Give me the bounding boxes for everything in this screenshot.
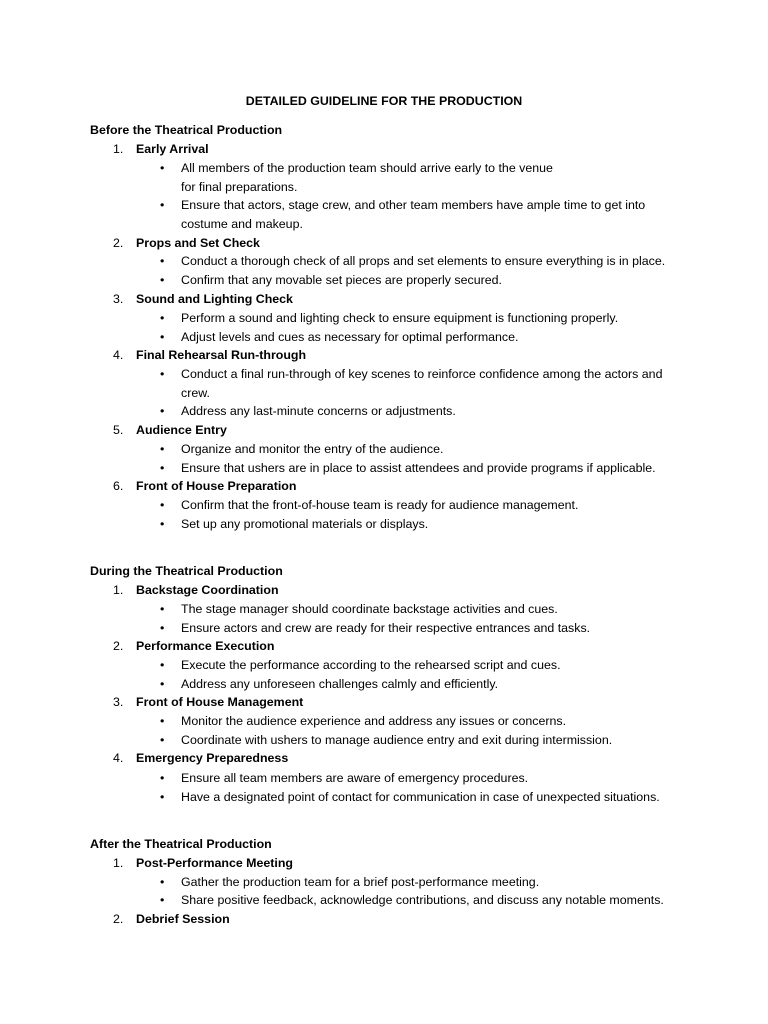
bullet-icon: • bbox=[160, 677, 165, 691]
document-title: DETAILED GUIDELINE FOR THE PRODUCTION bbox=[245, 94, 523, 108]
bullet-text: Address any last-minute concerns or adjustments. bbox=[181, 404, 456, 418]
list-item-number: 2. bbox=[113, 639, 124, 653]
list-item-title: Early Arrival bbox=[136, 142, 209, 156]
bullet-text-continued: for final preparations. bbox=[181, 180, 298, 194]
bullet-text: Share positive feedback, acknowledge contributions, and discuss any notable moments. bbox=[181, 893, 664, 907]
bullet-text: Conduct a thorough check of all props and set elements to ensure everything is in place. bbox=[181, 254, 666, 268]
list-item-number: 5. bbox=[113, 423, 124, 437]
bullet-text: Conduct a final run-through of key scenes to reinforce confidence among the actors and bbox=[181, 367, 663, 381]
bullet-text: Ensure that actors, stage crew, and other team members have ample time to get into bbox=[181, 198, 646, 212]
list-item-title: Final Rehearsal Run-through bbox=[136, 348, 307, 362]
bullet-text: Ensure all team members are aware of emergency procedures. bbox=[181, 771, 529, 785]
section-heading: Before the Theatrical Production bbox=[90, 123, 283, 137]
bullet-icon: • bbox=[160, 273, 165, 287]
bullet-icon: • bbox=[160, 161, 165, 175]
list-item-number: 6. bbox=[113, 479, 124, 493]
bullet-icon: • bbox=[160, 254, 165, 268]
list-item-title: Audience Entry bbox=[136, 423, 227, 437]
bullet-icon: • bbox=[160, 404, 165, 418]
list-item-title: Props and Set Check bbox=[136, 236, 260, 250]
bullet-text: Execute the performance according to the rehearsed script and cues. bbox=[181, 658, 561, 672]
bullet-icon: • bbox=[160, 198, 165, 212]
list-item-number: 1. bbox=[113, 856, 124, 870]
list-item-title: Front of House Preparation bbox=[136, 479, 297, 493]
bullet-text: Address any unforeseen challenges calmly and efficiently. bbox=[181, 677, 499, 691]
bullet-icon: • bbox=[160, 602, 165, 616]
bullet-text: Organize and monitor the entry of the audience. bbox=[181, 442, 444, 456]
list-item-title: Post-Performance Meeting bbox=[136, 856, 293, 870]
bullet-icon: • bbox=[160, 621, 165, 635]
section-heading: After the Theatrical Production bbox=[90, 837, 272, 851]
bullet-icon: • bbox=[160, 771, 165, 785]
bullet-text: Gather the production team for a brief post-performance meeting. bbox=[181, 875, 540, 889]
list-item-number: 2. bbox=[113, 236, 124, 250]
bullet-icon: • bbox=[160, 498, 165, 512]
list-item-number: 4. bbox=[113, 751, 124, 765]
section-heading: During the Theatrical Production bbox=[90, 564, 283, 578]
bullet-icon: • bbox=[160, 367, 165, 381]
bullet-text: Coordinate with ushers to manage audience entry and exit during intermission. bbox=[181, 733, 613, 747]
list-item-number: 1. bbox=[113, 583, 124, 597]
bullet-icon: • bbox=[160, 658, 165, 672]
list-item-number: 3. bbox=[113, 292, 124, 306]
bullet-icon: • bbox=[160, 461, 165, 475]
bullet-text: Ensure that ushers are in place to assist attendees and provide programs if applicable. bbox=[181, 461, 656, 475]
bullet-text: All members of the production team should arrive early to the venue bbox=[181, 161, 553, 175]
list-item-title: Emergency Preparedness bbox=[136, 751, 289, 765]
bullet-icon: • bbox=[160, 517, 165, 531]
bullet-icon: • bbox=[160, 311, 165, 325]
bullet-icon: • bbox=[160, 330, 165, 344]
list-item-title: Debrief Session bbox=[136, 912, 230, 926]
list-item-title: Sound and Lighting Check bbox=[136, 292, 293, 306]
bullet-icon: • bbox=[160, 893, 165, 907]
list-item-number: 2. bbox=[113, 912, 124, 926]
bullet-icon: • bbox=[160, 733, 165, 747]
bullet-text: Set up any promotional materials or displays. bbox=[181, 517, 429, 531]
bullet-icon: • bbox=[160, 875, 165, 889]
bullet-text: Monitor the audience experience and address any issues or concerns. bbox=[181, 714, 567, 728]
list-item-title: Backstage Coordination bbox=[136, 583, 279, 597]
bullet-icon: • bbox=[160, 790, 165, 804]
bullet-text: Confirm that any movable set pieces are properly secured. bbox=[181, 273, 502, 287]
bullet-icon: • bbox=[160, 442, 165, 456]
bullet-text: Have a designated point of contact for communication in case of unexpected situations. bbox=[181, 790, 660, 804]
bullet-text-continued: crew. bbox=[181, 386, 210, 400]
bullet-text: Confirm that the front-of-house team is ready for audience management. bbox=[181, 498, 579, 512]
list-item-number: 4. bbox=[113, 348, 124, 362]
list-item-title: Front of House Management bbox=[136, 695, 304, 709]
list-item-number: 3. bbox=[113, 695, 124, 709]
bullet-text-continued: costume and makeup. bbox=[181, 217, 303, 231]
bullet-text: Ensure actors and crew are ready for their respective entrances and tasks. bbox=[181, 621, 591, 635]
list-item-title: Performance Execution bbox=[136, 639, 275, 653]
bullet-text: Adjust levels and cues as necessary for optimal performance. bbox=[181, 330, 519, 344]
list-item-number: 1. bbox=[113, 142, 124, 156]
bullet-text: Perform a sound and lighting check to ensure equipment is functioning properly. bbox=[181, 311, 619, 325]
bullet-text: The stage manager should coordinate backstage activities and cues. bbox=[181, 602, 558, 616]
bullet-icon: • bbox=[160, 714, 165, 728]
